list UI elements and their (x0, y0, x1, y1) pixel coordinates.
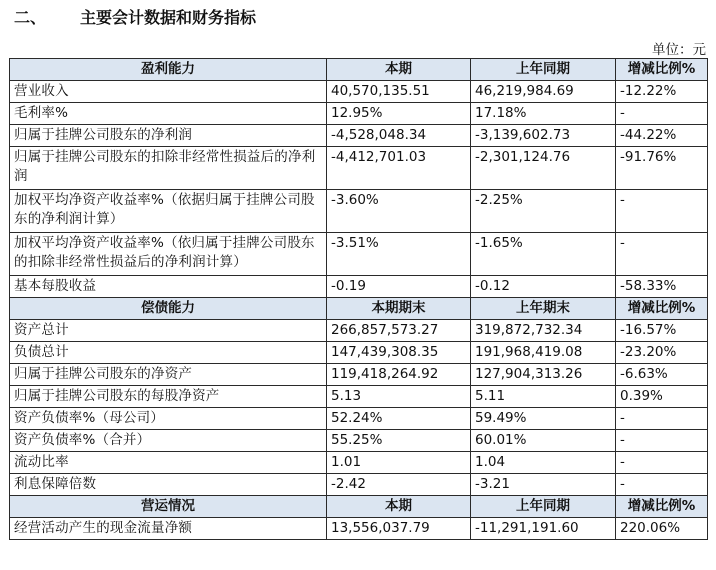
current-value: -4,528,048.34 (327, 125, 471, 147)
previous-value: 60.01% (471, 430, 616, 452)
previous-value: 191,968,419.08 (471, 342, 616, 364)
column-header: 增减比例% (616, 496, 708, 518)
unit-label: 单位：元 (652, 42, 706, 58)
column-header: 本期 (327, 59, 471, 81)
table-row (10, 518, 708, 540)
table-body (10, 59, 708, 540)
current-value: -4,412,701.03 (327, 147, 471, 190)
row-label: 资产负债率%（合并） (10, 430, 327, 452)
current-value: 1.01 (327, 452, 471, 474)
previous-value: -11,291,191.60 (471, 518, 616, 540)
column-header: 偿债能力 (10, 298, 327, 320)
row-label: 归属于挂牌公司股东的每股净资产 (10, 386, 327, 408)
previous-value: 1.04 (471, 452, 616, 474)
row-label: 流动比率 (10, 452, 327, 474)
row-label: 资产总计 (10, 320, 327, 342)
row-label: 归属于挂牌公司股东的净资产 (10, 364, 327, 386)
change-percent: 220.06% (616, 518, 708, 540)
row-label: 资产负债率%（母公司） (10, 408, 327, 430)
table-row (10, 474, 708, 496)
column-header: 上年同期 (471, 59, 616, 81)
column-header: 本期期末 (327, 298, 471, 320)
table-row (10, 147, 708, 190)
change-percent: - (616, 474, 708, 496)
table-row (10, 320, 708, 342)
row-label: 毛利率% (10, 103, 327, 125)
previous-value: -2.25% (471, 190, 616, 233)
current-value: -3.51% (327, 233, 471, 276)
change-percent: -91.76% (616, 147, 708, 190)
column-header: 盈利能力 (10, 59, 327, 81)
change-percent: -58.33% (616, 276, 708, 298)
current-value: 147,439,308.35 (327, 342, 471, 364)
column-header: 本期 (327, 496, 471, 518)
current-value: 266,857,573.27 (327, 320, 471, 342)
change-percent: -23.20% (616, 342, 708, 364)
current-value: 5.13 (327, 386, 471, 408)
section-header-row (10, 298, 708, 320)
previous-value: -3,139,602.73 (471, 125, 616, 147)
table-row (10, 342, 708, 364)
previous-value: 17.18% (471, 103, 616, 125)
current-value: 55.25% (327, 430, 471, 452)
previous-value: 319,872,732.34 (471, 320, 616, 342)
previous-value: 5.11 (471, 386, 616, 408)
table-row (10, 125, 708, 147)
previous-value: -2,301,124.76 (471, 147, 616, 190)
table-row (10, 408, 708, 430)
column-header: 增减比例% (616, 59, 708, 81)
table-row (10, 190, 708, 233)
change-percent: -16.57% (616, 320, 708, 342)
current-value: 13,556,037.79 (327, 518, 471, 540)
table-row (10, 81, 708, 103)
previous-value: -3.21 (471, 474, 616, 496)
current-value: 12.95% (327, 103, 471, 125)
change-percent: -6.63% (616, 364, 708, 386)
row-label: 经营活动产生的现金流量净额 (10, 518, 327, 540)
table-row (10, 430, 708, 452)
section-header-row (10, 59, 708, 81)
previous-value: -0.12 (471, 276, 616, 298)
change-percent: - (616, 430, 708, 452)
current-value: 40,570,135.51 (327, 81, 471, 103)
table-row (10, 364, 708, 386)
change-percent: -44.22% (616, 125, 708, 147)
column-header: 营运情况 (10, 496, 327, 518)
column-header: 上年期末 (471, 298, 616, 320)
current-value: -3.60% (327, 190, 471, 233)
row-label: 基本每股收益 (10, 276, 327, 298)
table-row (10, 233, 708, 276)
change-percent: -12.22% (616, 81, 708, 103)
heading-number: 二、 (14, 8, 47, 27)
table-row (10, 103, 708, 125)
change-percent: - (616, 408, 708, 430)
change-percent: 0.39% (616, 386, 708, 408)
current-value: -0.19 (327, 276, 471, 298)
column-header: 增减比例% (616, 298, 708, 320)
table-row (10, 452, 708, 474)
row-label: 负债总计 (10, 342, 327, 364)
current-value: 52.24% (327, 408, 471, 430)
change-percent: - (616, 190, 708, 233)
row-label: 归属于挂牌公司股东的扣除非经常性损益后的净利润 (10, 147, 327, 190)
previous-value: 46,219,984.69 (471, 81, 616, 103)
row-label: 利息保障倍数 (10, 474, 327, 496)
row-label: 加权平均净资产收益率%（依据归属于挂牌公司股东的净利润计算） (10, 190, 327, 233)
section-heading (0, 0, 716, 30)
heading-title: 主要会计数据和财务指标 (80, 8, 257, 27)
previous-value: 127,904,313.26 (471, 364, 616, 386)
previous-value: 59.49% (471, 408, 616, 430)
change-percent: - (616, 103, 708, 125)
table-row (10, 386, 708, 408)
section-header-row (10, 496, 708, 518)
previous-value: -1.65% (471, 233, 616, 276)
financial-indicators-table (9, 58, 708, 540)
row-label: 归属于挂牌公司股东的净利润 (10, 125, 327, 147)
table-row (10, 276, 708, 298)
current-value: -2.42 (327, 474, 471, 496)
current-value: 119,418,264.92 (327, 364, 471, 386)
row-label: 营业收入 (10, 81, 327, 103)
column-header: 上年同期 (471, 496, 616, 518)
change-percent: - (616, 452, 708, 474)
change-percent: - (616, 233, 708, 276)
row-label: 加权平均净资产收益率%（依归属于挂牌公司股东的扣除非经常性损益后的净利润计算） (10, 233, 327, 276)
